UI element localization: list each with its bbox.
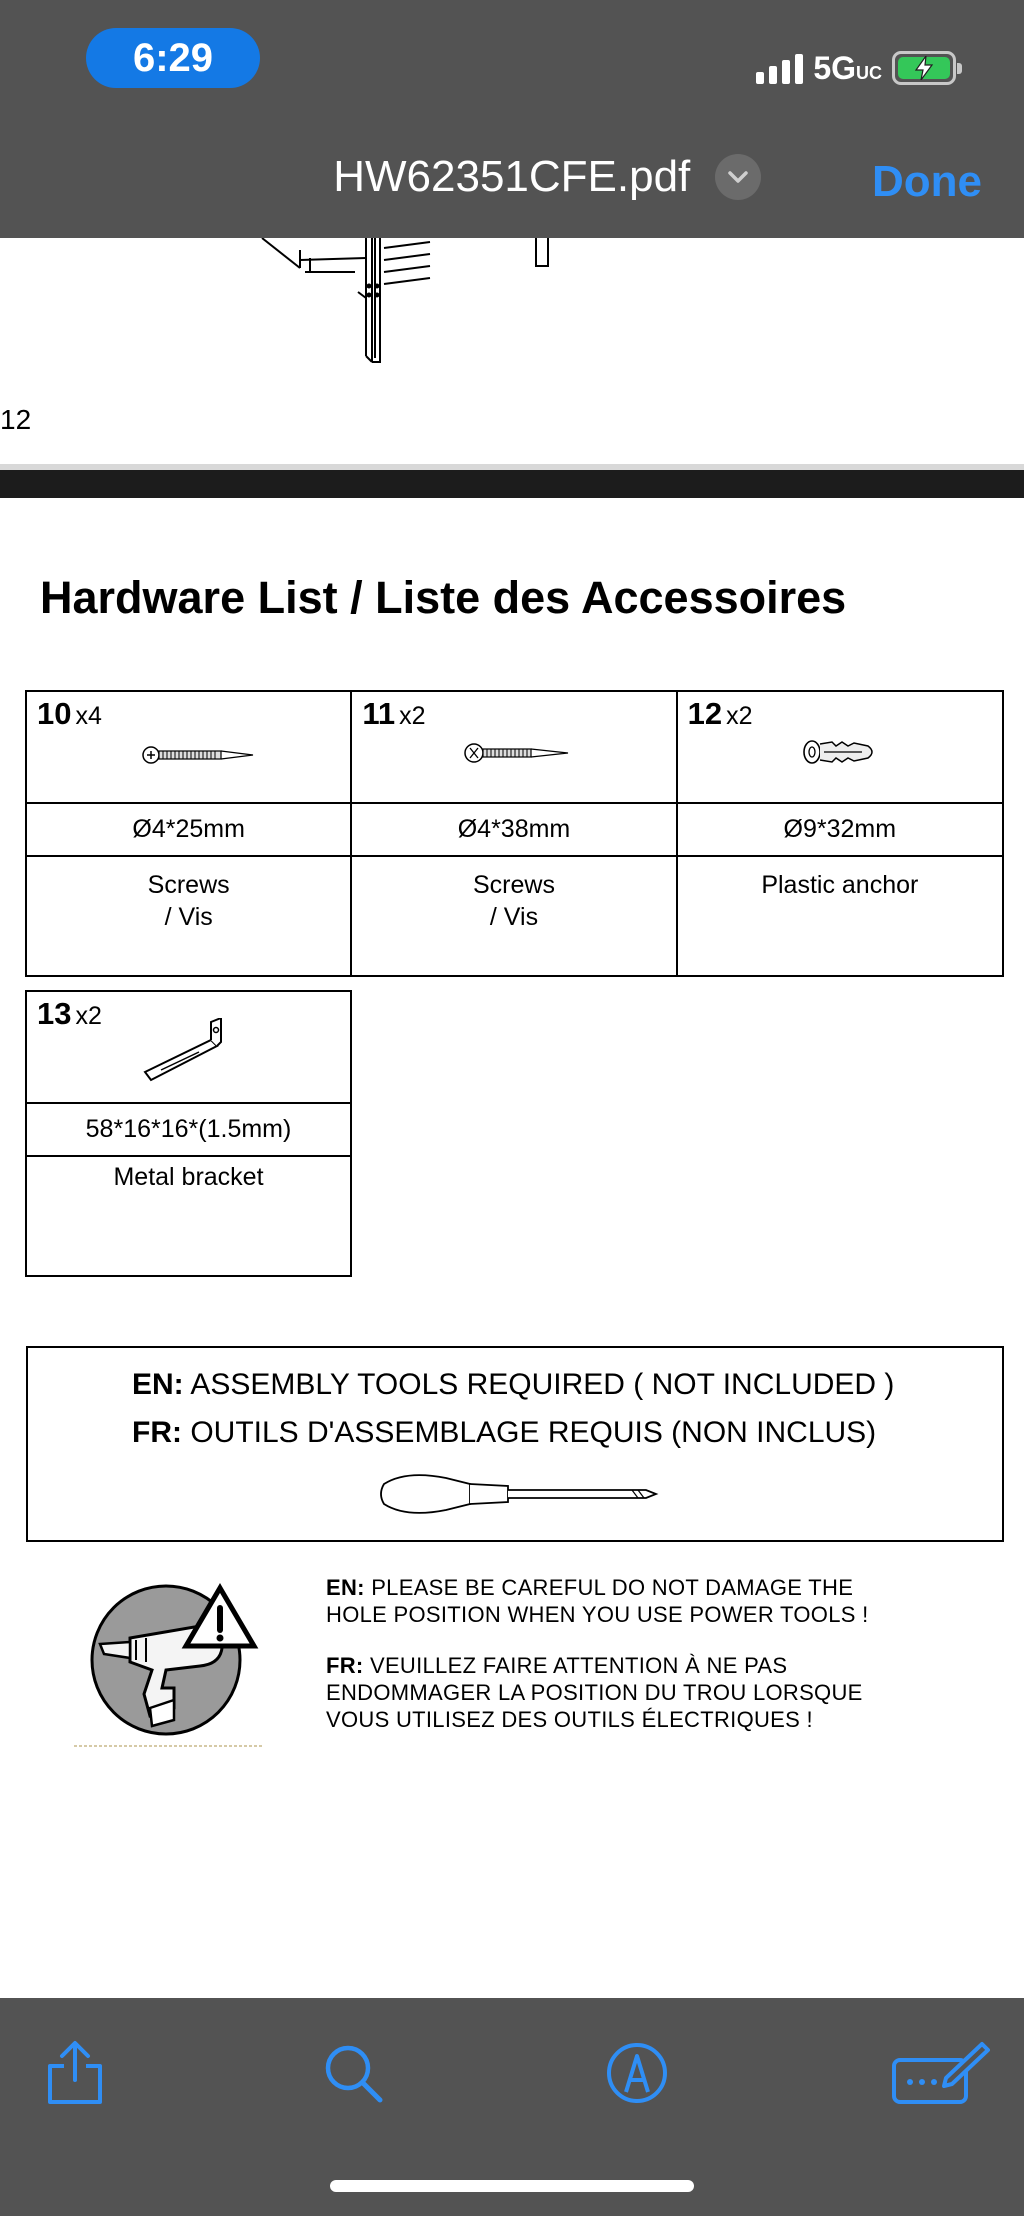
tools-required-box (26, 1346, 1004, 1542)
done-button[interactable]: Done (872, 157, 982, 206)
hardware-item-11-size: Ø4*38mm (351, 803, 676, 856)
hardware-item-11-name: Screws / Vis (351, 856, 676, 976)
keyboard-icon[interactable] (886, 2038, 990, 2108)
hardware-table-2 (25, 990, 352, 1277)
hardware-item-13-name: Metal bracket (26, 1156, 351, 1276)
status-indicators (756, 48, 956, 88)
page-number: 12 (0, 404, 32, 435)
hardware-item-11: 11 x2 (351, 691, 676, 803)
hardware-item-12-size: Ø9*32mm (677, 803, 1003, 856)
hardware-list-title: Hardware List / Liste des Accessoires (40, 572, 847, 623)
hardware-item-10: 10 x4 (26, 691, 351, 803)
bracket-icon (139, 1018, 249, 1090)
bottom-toolbar (0, 1998, 1024, 2216)
previous-page-drawing (0, 238, 1024, 470)
signal-icon (756, 52, 803, 84)
hardware-table (25, 690, 1004, 977)
chevron-down-icon[interactable] (715, 154, 761, 200)
hardware-item-13: 13 x2 (26, 991, 351, 1103)
markup-icon[interactable] (602, 2038, 672, 2108)
hardware-item-10-name: Screws / Vis (26, 856, 351, 976)
warning-fr: FR: VEUILLEZ FAIRE ATTENTION À NE PAS ENDOMMAGER LA POSITION DU TROU LORSQUE VOUS UTILISEZ DES OUTILS ÉLECTRIQUES ! (326, 1653, 863, 1732)
top-bar (0, 0, 1024, 238)
home-indicator[interactable] (330, 2180, 694, 2192)
hardware-item-12-name: Plastic anchor (677, 856, 1003, 976)
hardware-item-12: 12 x2 (677, 691, 1003, 803)
network-label: 5GUC (813, 49, 882, 86)
tools-en-line: EN: ASSEMBLY TOOLS REQUIRED ( NOT INCLUDED ) (132, 1368, 895, 1401)
furniture-drawing-fragment (0, 238, 1024, 470)
share-icon[interactable] (40, 2038, 110, 2108)
screw-icon (141, 740, 261, 770)
page-separator (0, 470, 1024, 498)
status-time[interactable]: 6:29 (86, 28, 260, 88)
tools-fr-line: FR: OUTILS D'ASSEMBLAGE REQUIS (NON INCLUS) (132, 1416, 877, 1449)
anchor-icon (802, 734, 882, 770)
search-icon[interactable] (318, 2038, 388, 2108)
screwdriver-icon (376, 1466, 676, 1522)
warning-en: EN: PLEASE BE CAREFUL DO NOT DAMAGE THE HOLE POSITION WHEN YOU USE POWER TOOLS ! (326, 1575, 869, 1627)
power-tool-warning-icon (70, 1580, 270, 1750)
screw-icon (464, 738, 574, 768)
document-title[interactable] (0, 152, 1024, 212)
file-name: HW62351CFE.pdf (333, 152, 691, 201)
battery-icon (892, 51, 956, 85)
hardware-item-10-size: Ø4*25mm (26, 803, 351, 856)
hardware-item-13-size: 58*16*16*(1.5mm) (26, 1103, 351, 1156)
